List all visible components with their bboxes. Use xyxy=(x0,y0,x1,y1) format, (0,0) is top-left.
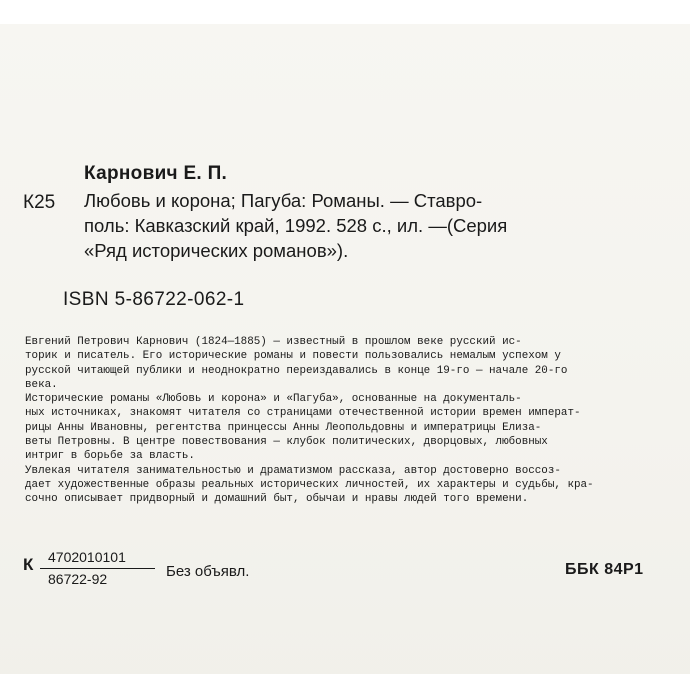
title-line: поль: Кавказский край, 1992. 528 с., ил. —(Серия xyxy=(84,215,508,236)
annotation-line: Увлекая читателя занимательностью и драматизмом рассказа, автор достоверно воссоз- xyxy=(25,464,561,477)
fraction-bar xyxy=(40,568,155,569)
annotation-paragraph xyxy=(25,464,680,507)
scan-edge-right xyxy=(690,0,700,700)
bbk-index: ББК 84Р1 xyxy=(565,561,644,578)
fraction-denominator: 86722-92 xyxy=(48,571,108,587)
annotation-line: русской читающей публики и неоднократно переиздавались в конце 19-го — начале 20-го xyxy=(25,364,568,377)
title-line: Любовь и корона; Пагуба: Романы. — Ставро- xyxy=(84,190,483,211)
author-name: Карнович Е. П. xyxy=(84,163,228,184)
annotation-line: веты Петровны. В центре повествования — клубок политических, дворцовых, любовных xyxy=(25,436,548,449)
annotation-line: Евгений Петрович Карнович (1824—1885) — известный в прошлом веке русский ис- xyxy=(25,336,522,348)
price-fraction xyxy=(40,549,150,587)
scan-edge-top xyxy=(0,0,700,24)
catalog-code: К25 xyxy=(23,192,56,213)
annotation-line: Исторические романы «Любовь и корона» и «Пагуба», основанные на документаль- xyxy=(25,393,522,406)
annotation-paragraph xyxy=(25,335,680,392)
annotation-line: века. xyxy=(25,378,58,391)
annotation-paragraph xyxy=(25,392,680,463)
annotation-line: дает художественные образы реальных исторических личностей, их характеры и судьбы, кра- xyxy=(25,478,594,491)
publisher-mark: К xyxy=(23,555,34,574)
title-line: «Ряд исторических романов»). xyxy=(84,240,349,261)
annotation-line: рицы Анны Ивановны, регентства принцессы Анны Леопольдовны и императрицы Елиза- xyxy=(25,421,542,434)
scan-edge-bottom xyxy=(0,674,700,700)
annotation-line: интриг в борьбе за власть. xyxy=(25,450,195,463)
bibliographic-description xyxy=(84,188,680,263)
fraction-numerator: 4702010101 xyxy=(48,549,126,565)
annotation xyxy=(25,335,680,507)
annotation-line: торик и писатель. Его исторические романы и повести пользовались немалым успехом у xyxy=(25,350,561,363)
annotation-line: сочно описывает придворный и домашний быт, обычаи и нравы людей того времени. xyxy=(25,493,529,506)
isbn: ISBN 5-86722-062-1 xyxy=(63,289,245,310)
annotation-line: ных источниках, знакомят читателя со страницами отечественной истории времен императ- xyxy=(25,407,581,420)
no-announcement: Без объявл. xyxy=(166,563,250,580)
